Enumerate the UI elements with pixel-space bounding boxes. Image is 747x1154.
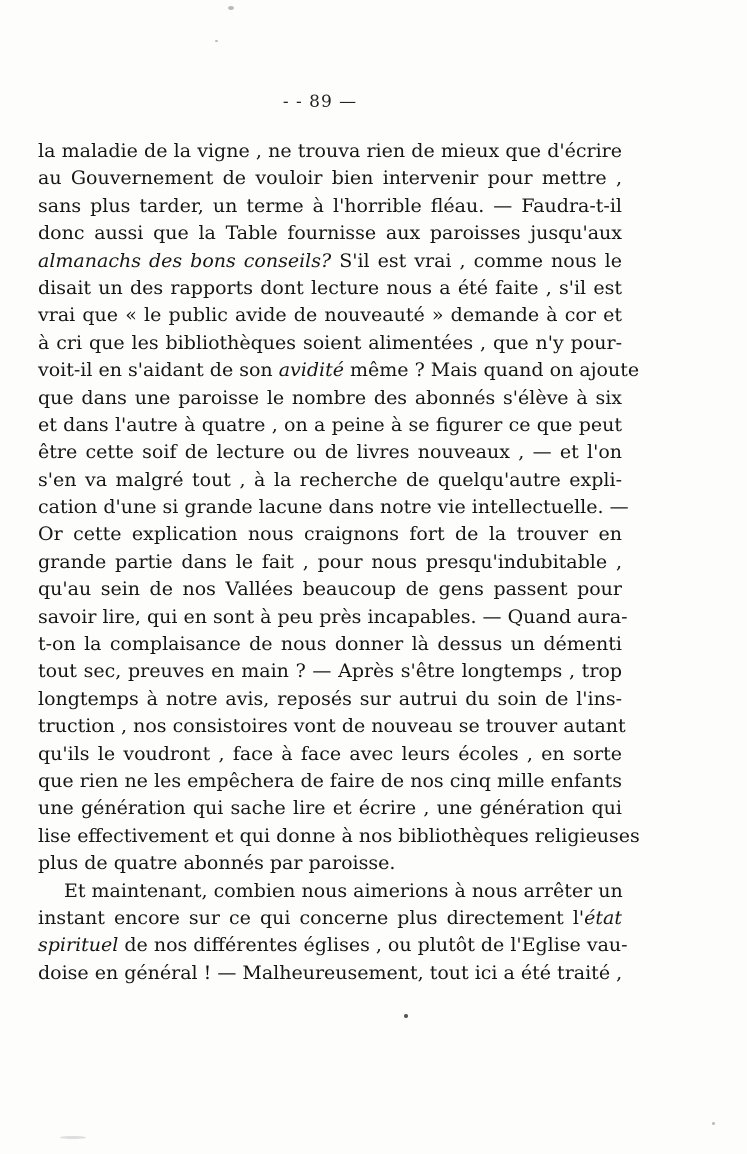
text-line: doise en général ! — Malheureusement, tout ici a été traité , (38, 961, 623, 984)
text-line: une génération qui sache lire et écrire , une génération qui (38, 797, 622, 820)
text-line: qu'ils le voudront , face à face avec leurs écoles , en sorte (38, 742, 622, 765)
italic-phrase: almanachs des bons conseils? (38, 249, 332, 272)
page-number: - - 89 — (282, 92, 358, 112)
text-line: à cri que les bibliothèques soient alimentées , que n'y pour- (38, 331, 622, 354)
scan-speck (712, 1122, 715, 1125)
text-line: instant encore sur ce qui concerne plus directement l'état (38, 906, 622, 929)
text-line: que rien ne les empêchera de faire de nos cinq mille enfants (38, 769, 622, 792)
scan-speck (404, 1014, 408, 1018)
italic-word: spirituel (38, 934, 119, 957)
text-line: disait un des rapports dont lecture nous a été faite , s'il est (38, 276, 622, 299)
paragraph-end-line: plus de quatre abonnés par paroisse. (38, 852, 396, 875)
text-line: sans plus tarder, un terme à l'horrible fléau. — Faudra-t-il (38, 194, 622, 217)
scan-speck (60, 1136, 86, 1139)
text-line: vrai que « le public avide de nouveauté » demande à cor et (38, 304, 622, 327)
text-line: et dans l'autre à quatre , on a peine à se figurer ce que peut (38, 413, 622, 436)
scan-speck (228, 6, 234, 10)
text-line: truction , nos consistoires vont de nouveau se trouver autant (38, 715, 626, 738)
text-line: Or cette explication nous craignons fort de la trouver en (38, 523, 622, 546)
scan-speck (215, 40, 218, 42)
text-line: la maladie de la vigne , ne trouva rien de mieux que d'écrire (38, 140, 622, 162)
text-line: donc aussi que la Table fournisse aux paroisses jusqu'aux (38, 222, 622, 245)
text-line: au Gouvernement de vouloir bien intervenir pour mettre , (38, 167, 622, 190)
text-line: s'en va malgré tout , à la recherche de quelqu'autre expli- (38, 468, 622, 491)
text-line: voit-il en s'aidant de son avidité même ? Mais quand on ajoute (38, 359, 640, 382)
text-line: longtemps à notre avis, reposés sur autrui du soin de l'ins- (38, 687, 622, 710)
paragraph-start-line: Et maintenant, combien nous aimerions à nous arrêter un (64, 879, 623, 902)
text-line: cation d'une si grande lacune dans notre vie intellectuelle. — (38, 496, 629, 519)
text-line: que dans une paroisse le nombre des abonnés s'élève à six (38, 386, 622, 409)
italic-word: avidité (278, 359, 344, 382)
text-line: lise effectivement et qui donne à nos bibliothèques religieuses (38, 824, 640, 847)
italic-word: état (584, 906, 622, 929)
text-line: almanachs des bons conseils? S'il est vrai , comme nous le (38, 249, 622, 272)
body-text (38, 138, 640, 987)
text-line: grande partie dans le fait , pour nous presqu'indubitable , (38, 550, 622, 573)
text-line: qu'au sein de nos Vallées beaucoup de gens passent pour (38, 578, 622, 601)
text-line: tout sec, preuves en main ? — Après s'être longtemps , trop (38, 660, 622, 683)
text-line: être cette soif de lecture ou de livres nouveaux , — et l'on (38, 441, 622, 464)
text-line: spirituel de nos différentes églises , ou plutôt de l'Eglise vau- (38, 934, 628, 957)
text-line: t-on la complaisance de nous donner là dessus un démenti (38, 633, 622, 656)
text-line: savoir lire, qui en sont à peu près incapables. — Quand aura- (38, 605, 628, 628)
